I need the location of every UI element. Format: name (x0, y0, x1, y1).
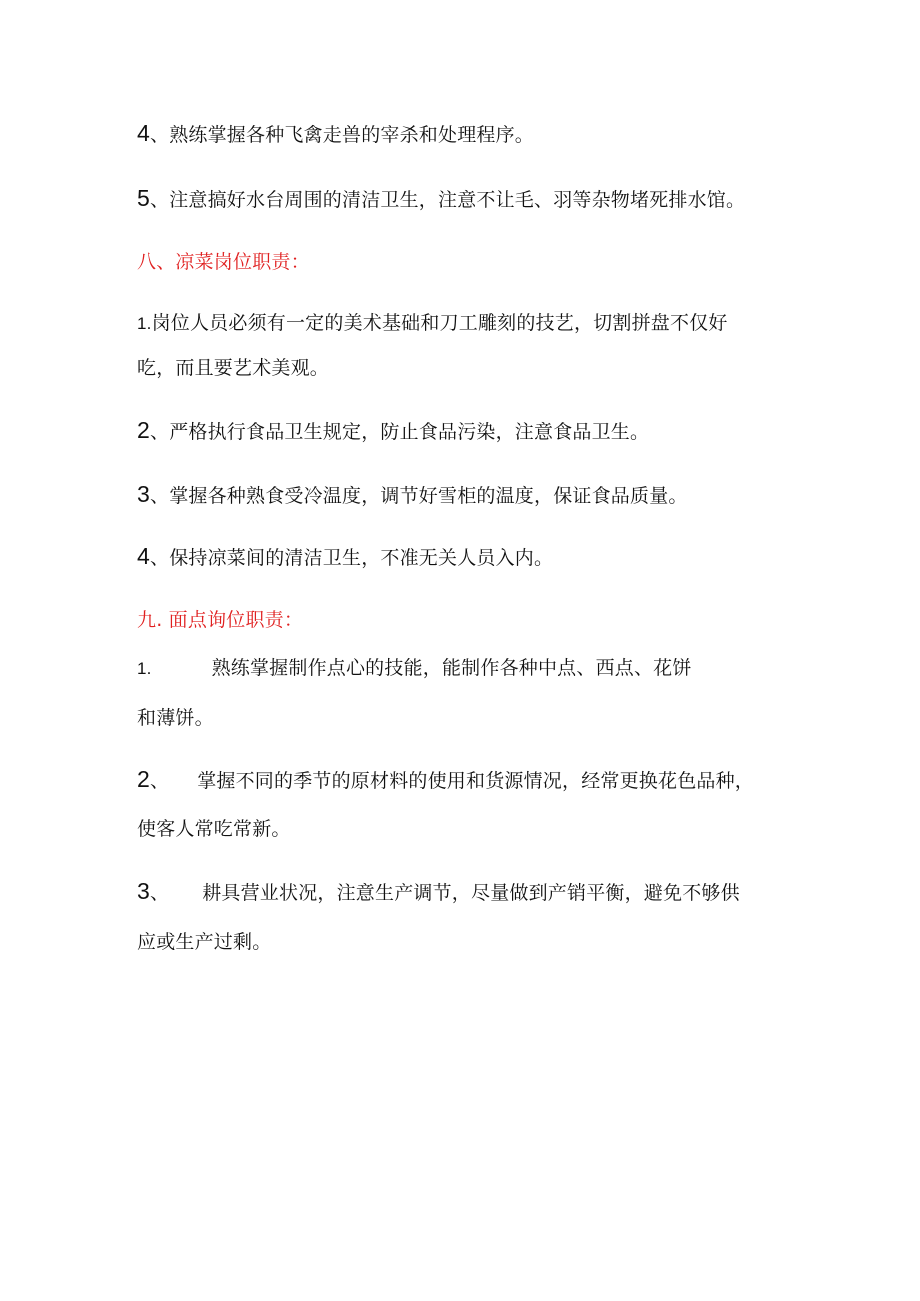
sec8-item-4 (137, 544, 553, 570)
sec9-item-2-line-2: 使客人常吃常新。 (137, 818, 291, 840)
item-text: 掌握不同的季节的原材料的使用和货源情况，经常更换花色品种， (197, 770, 755, 792)
sec7-item-5 (137, 186, 745, 212)
sec9-item-3-line-2: 应或生产过剩。 (137, 931, 272, 953)
item-text: 熟练掌握制作点心的技能，能制作各种中点、西点、花饼 (211, 657, 692, 679)
item-separator: 、 (150, 770, 170, 792)
sec8-item-1-line-1 (137, 311, 728, 336)
item-text: 、熟练掌握各种飞禽走兽的宰杀和处理程序。 (150, 124, 535, 146)
item-number: 1. (137, 659, 152, 678)
sec8-item-3 (137, 482, 688, 508)
section-9-heading: 九. 面点询位职责： (137, 609, 304, 631)
section-8-heading: 八、凉菜岗位职责： (137, 251, 310, 273)
item-separator: 、 (150, 882, 170, 904)
item-number: 5 (137, 185, 150, 211)
item-number: 2 (137, 417, 150, 443)
item-text: 、掌握各种熟食受冷温度，调节好雪柜的温度，保证食品质量。 (150, 485, 688, 507)
sec8-item-1-line-2: 吃，而且要艺术美观。 (137, 357, 330, 379)
sec9-item-1-line-2: 和薄饼。 (137, 707, 214, 729)
item-number: 2 (137, 766, 150, 792)
sec8-item-2 (137, 418, 649, 444)
item-text: 耕具营业状况，注意生产调节，尽量做到产销平衡，避免不够供 (202, 882, 740, 904)
item-number: 3 (137, 481, 150, 507)
item-number: 4 (137, 120, 150, 146)
item-number: 4 (137, 543, 150, 569)
sec7-item-4 (137, 121, 534, 147)
item-text: 、注意搞好水台周围的清洁卫生，注意不让毛、羽等杂物堵死排水馆。 (150, 189, 746, 211)
sec9-item-2-line-1 (137, 767, 754, 793)
item-text: 岗位人员必须有一定的美术基础和刀工雕刻的技艺，切割拼盘不仅好 (151, 312, 728, 334)
item-number: 1. (137, 314, 152, 333)
item-text: 、严格执行食品卫生规定，防止食品污染，注意食品卫生。 (150, 421, 650, 443)
sec9-item-1-line-1 (137, 656, 692, 681)
sec9-item-3-line-1 (137, 879, 740, 905)
item-number: 3 (137, 878, 150, 904)
item-text: 、保持凉菜间的清洁卫生，不准无关人员入内。 (150, 547, 554, 569)
